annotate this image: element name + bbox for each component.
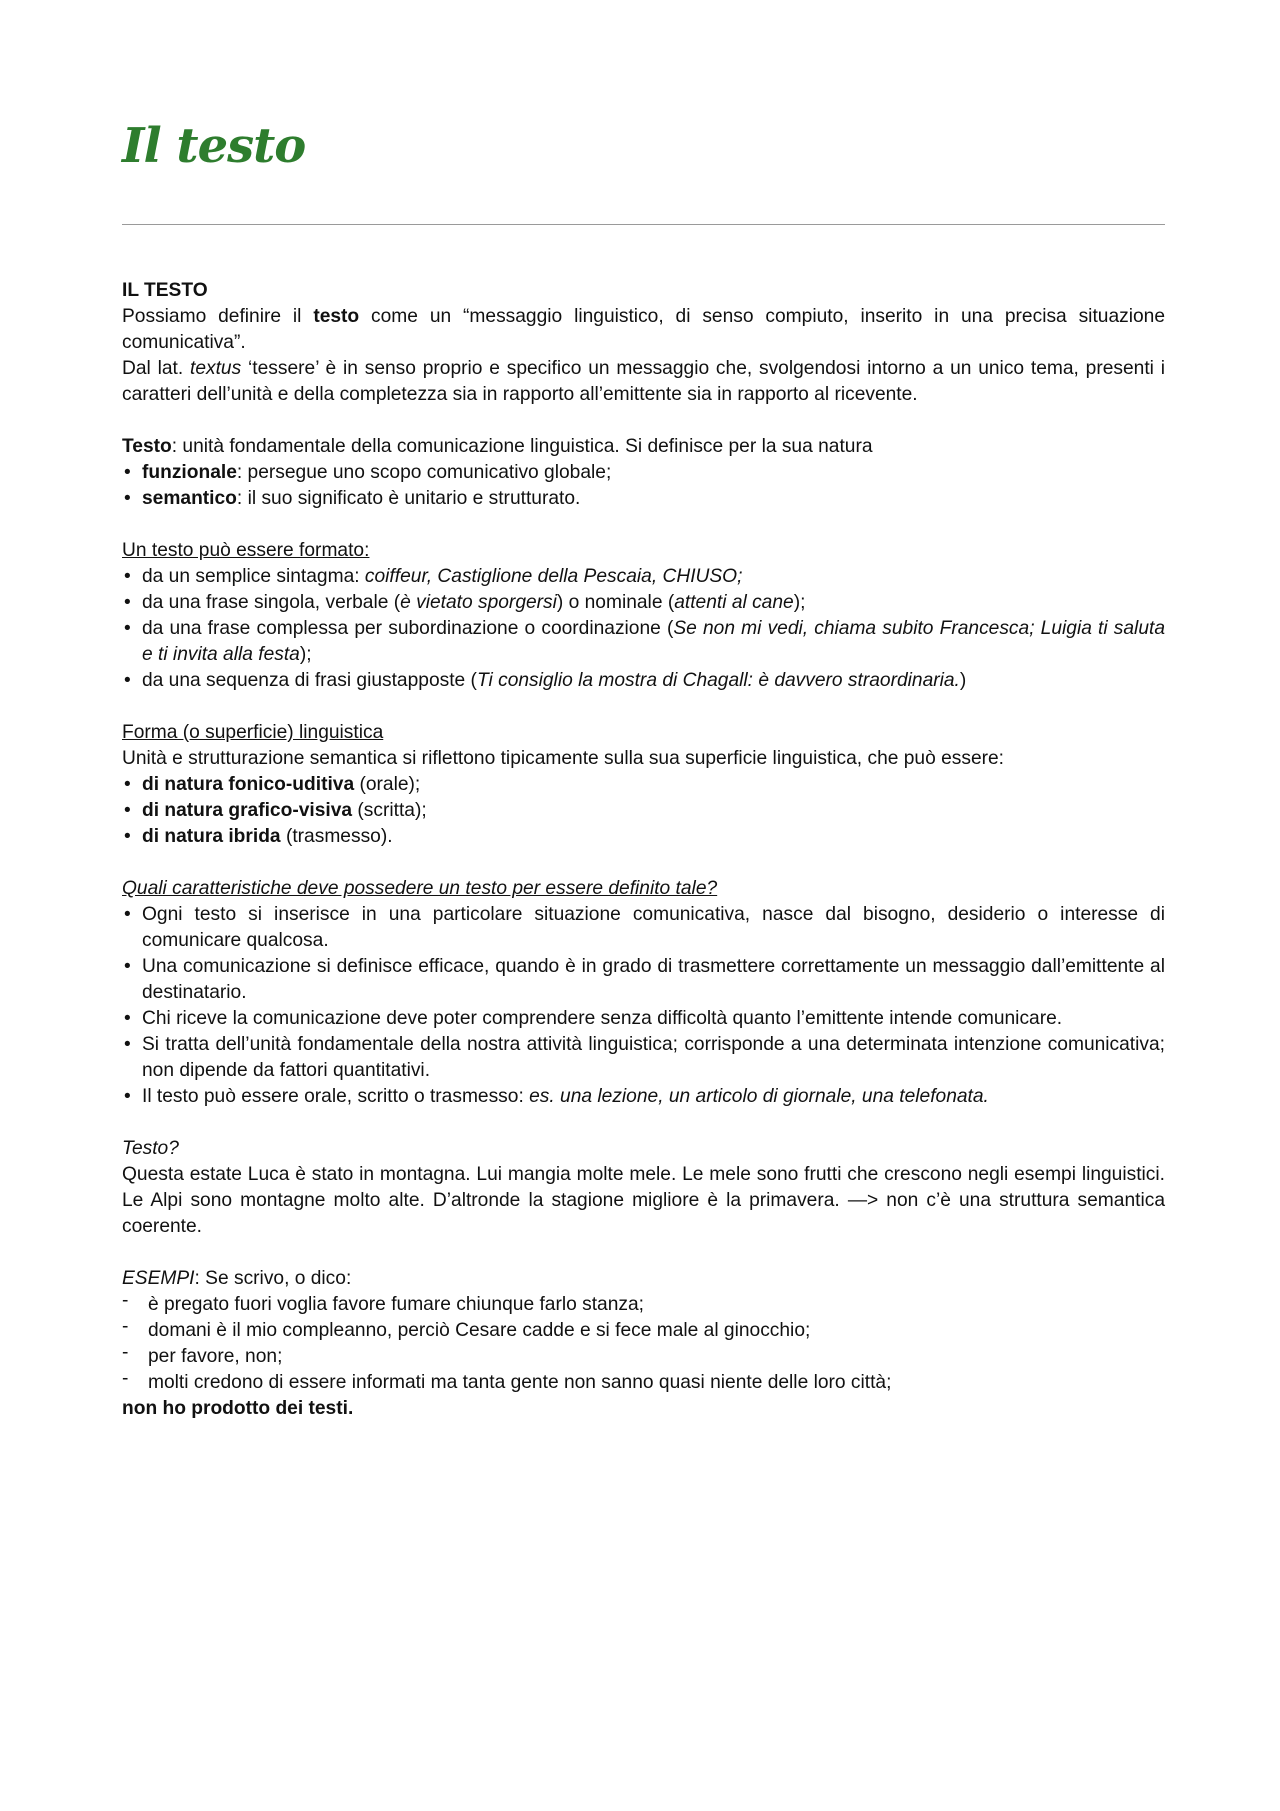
section-heading-testo-question: Testo? <box>122 1138 179 1159</box>
surface-list <box>122 772 1165 850</box>
examples-list <box>122 1292 1165 1396</box>
list-item: - molti credono di essere informati ma tanta gente non sanno quasi niente delle loro città; <box>122 1370 1165 1396</box>
nature-list <box>122 460 1165 512</box>
list-item: • da una sequenza di frasi giustapposte (Ti consiglio la mostra di Chagall: è davvero straordinaria.) <box>122 668 1165 694</box>
list-item: • Chi riceve la comunicazione deve poter comprendere senza difficoltà quanto l’emittente intende comunicare. <box>122 1006 1165 1032</box>
surface-lead: Unità e strutturazione semantica si riflettono tipicamente sulla sua superficie linguistica, che può essere: <box>122 748 1005 769</box>
list-item: • da una frase complessa per subordinazione o coordinazione (Se non mi vedi, chiama subito Francesca; Luigia ti saluta e ti invita alla festa); <box>122 616 1165 668</box>
list-item: • di natura ibrida (trasmesso). <box>122 824 1165 850</box>
title-divider <box>122 224 1165 225</box>
list-item: • Ogni testo si inserisce in una particolare situazione comunicativa, nasce dal bisogno, desiderio o interesse di comunicare qualcosa. <box>122 902 1165 954</box>
list-item: - è pregato fuori voglia favore fumare chiunque farlo stanza; <box>122 1292 1165 1318</box>
list-item: • funzionale: persegue uno scopo comunicativo globale; <box>122 460 1165 486</box>
list-item: • di natura grafico-visiva (scritta); <box>122 798 1165 824</box>
list-item: • Il testo può essere orale, scritto o trasmesso: es. una lezione, un articolo di giornale, una telefonata. <box>122 1084 1165 1110</box>
examples-lead: ESEMPI: Se scrivo, o dico: <box>122 1268 352 1289</box>
list-item: • di natura fonico-uditiva (orale); <box>122 772 1165 798</box>
list-item: • semantico: il suo significato è unitario e strutturato. <box>122 486 1165 512</box>
list-item: • da una frase singola, verbale (è vietato sporgersi) o nominale (attenti al cane); <box>122 590 1165 616</box>
list-item: • Si tratta dell’unità fondamentale della nostra attività linguistica; corrisponde a una determinata intenzione comunicativa; non dipende da fattori quantitativi. <box>122 1032 1165 1084</box>
section-heading-formato: Un testo può essere formato: <box>122 540 370 561</box>
examples-conclusion: non ho prodotto dei testi. <box>122 1398 354 1419</box>
list-item: - domani è il mio compleanno, perciò Cesare cadde e si fece male al ginocchio; <box>122 1318 1165 1344</box>
section-heading-il-testo: IL TESTO <box>122 280 208 301</box>
formation-list <box>122 564 1165 694</box>
list-item: • da un semplice sintagma: coiffeur, Castiglione della Pescaia, CHIUSO; <box>122 564 1165 590</box>
section-heading-caratteristiche: Quali caratteristiche deve possedere un testo per essere definito tale? <box>122 878 718 899</box>
definition-paragraph: Possiamo definire il testo come un “messaggio linguistico, di senso compiuto, inserito in una precisa situazione comunicativa”. <box>122 306 1165 353</box>
page-title: Il testo <box>122 118 306 174</box>
list-item: • Una comunicazione si definisce efficace, quando è in grado di trasmettere correttamente un messaggio dall’emittente al destinatario. <box>122 954 1165 1006</box>
etymology-paragraph: Dal lat. textus ‘tessere’ è in senso proprio e specifico un messaggio che, svolgendosi intorno a un unico tema, presenti i caratteri dell’unità e della completezza sia in rapporto all’emittente sia in rapporto al ricevente. <box>122 358 1165 405</box>
document-body <box>122 278 1165 1422</box>
list-item: - per favore, non; <box>122 1344 1165 1370</box>
incoherent-example-paragraph: Questa estate Luca è stato in montagna. Lui mangia molte mele. Le mele sono frutti che crescono negli esempi linguistici. Le Alpi sono montagne molto alte. D’altronde la stagione migliore è la primavera. —> non c’è una struttura semantica coerente. <box>122 1164 1165 1237</box>
testo-definition: Testo: unità fondamentale della comunicazione linguistica. Si definisce per la sua natura <box>122 436 873 457</box>
characteristics-list <box>122 902 1165 1110</box>
section-heading-forma: Forma (o superficie) linguistica <box>122 722 384 743</box>
